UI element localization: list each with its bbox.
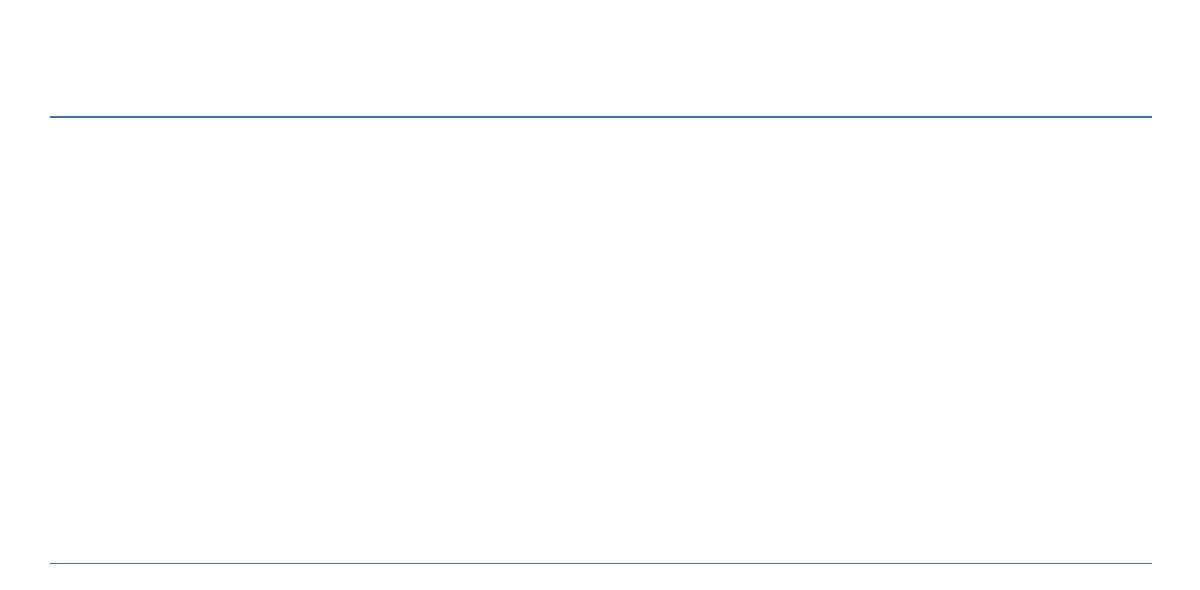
table-bottom-rule — [50, 563, 1152, 564]
table-top-rule — [50, 116, 1152, 118]
